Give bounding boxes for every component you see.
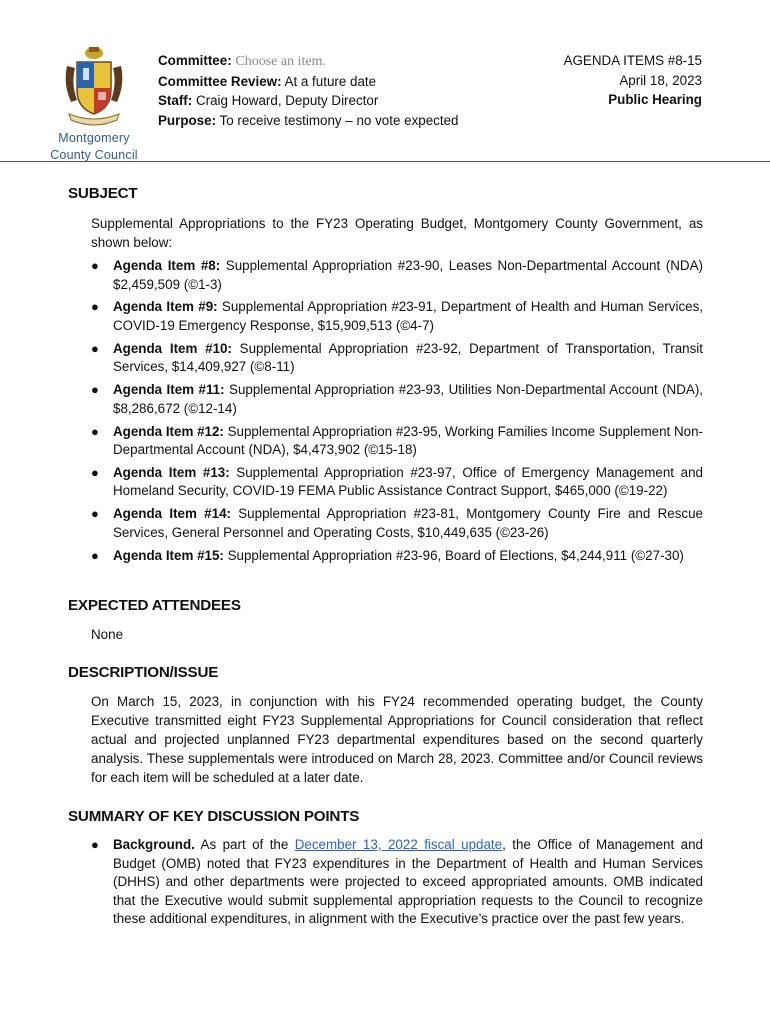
header-divider (0, 161, 770, 162)
bullet-icon: ● (91, 506, 99, 522)
agenda-item-list (91, 257, 703, 569)
item-text: Supplemental Appropriation #23-92, Department of Transportation, Transit Services, $14,409,927 (©8-11) (113, 340, 703, 375)
list-item (91, 340, 703, 377)
item-text: Supplemental Appropriation #23-93, Utilities Non-Departmental Account (NDA), $8,286,672 (©12-14) (113, 382, 704, 416)
list-item (91, 381, 703, 418)
item-label: Agenda Item #14: (113, 506, 231, 522)
purpose-value: To receive testimony – no vote expected (219, 112, 459, 128)
meeting-date: April 18, 2023 (619, 72, 702, 88)
committee-line (158, 51, 458, 72)
committee-dropdown[interactable]: Choose an item. (235, 54, 326, 69)
item-text: Supplemental Appropriation #23-81, Montgomery County Fire and Rescue Services, General Personnel and Operating Costs, $10,449,635 (©23-26) (113, 506, 703, 540)
item-label: Agenda Item #12: (113, 423, 224, 439)
item-label: Agenda Item #15: (113, 547, 224, 563)
hearing-type: Public Hearing (608, 92, 702, 108)
bullet-icon: ● (91, 547, 99, 563)
description-text: On March 15, 2023, in conjunction with his FY24 recommended operating budget, the County Executive transmitted eight FY23 Supplemental Appropriations for Council consideration that reflect actual and projected unplanned FY23 departmental expenditures based on the second quarterly analysis. These supplementals were introduced on March 28, 2023. Committee and/or Council reviews for each item will be scheduled at a later date. (91, 694, 703, 785)
bullet-icon: ● (91, 382, 99, 398)
bullet-icon: ● (91, 423, 99, 439)
item-label: Agenda Item #10: (113, 340, 232, 356)
subject-intro: Supplemental Appropriations to the FY23 Operating Budget, Montgomery County Government, as shown below: (91, 216, 703, 250)
item-text: Supplemental Appropriation #23-95, Working Families Income Supplement Non-Departmental Account (NDA), $4,473,902 (©15-18) (113, 423, 703, 458)
item-label: Agenda Item #8: (113, 258, 221, 273)
subject-heading: SUBJECT (68, 185, 138, 202)
county-seal-icon (61, 44, 127, 128)
attendees-heading: EXPECTED ATTENDEES (68, 597, 241, 614)
item-text: Supplemental Appropriation #23-96, Board of Elections, $4,244,911 (©27-30) (223, 547, 684, 563)
list-item (91, 547, 703, 566)
background-label: Background. (113, 837, 195, 852)
item-label: Agenda Item #9: (113, 299, 218, 315)
fiscal-update-link[interactable]: December 13, 2022 fiscal update (294, 837, 503, 852)
purpose-line (158, 111, 458, 131)
bullet-icon: ● (91, 258, 99, 273)
bullet-icon: ● (91, 299, 99, 315)
background-text-pre: As part of the (194, 837, 295, 852)
committee-label: Committee: (158, 53, 232, 68)
committee-review-line (158, 72, 458, 92)
agenda-info (564, 51, 702, 110)
council-logo (44, 44, 144, 164)
staff-line (158, 91, 458, 111)
description-heading: DESCRIPTION/ISSUE (68, 664, 219, 681)
list-item (91, 298, 703, 335)
logo-text-line1: Montgomery (58, 131, 130, 145)
list-item (91, 464, 703, 501)
logo-text-line2: County Council (50, 148, 138, 162)
attendees-text: None (91, 627, 124, 642)
summary-list (91, 836, 703, 933)
bullet-icon: ● (91, 464, 99, 480)
bullet-icon: ● (91, 340, 99, 356)
list-item (91, 423, 703, 460)
list-item (91, 836, 703, 929)
committee-review-value: At a future date (284, 73, 377, 89)
summary-heading: SUMMARY OF KEY DISCUSSION POINTS (68, 808, 360, 825)
committee-review-label: Committee Review: (158, 73, 282, 89)
staff-label: Staff: (158, 93, 193, 109)
item-label: Agenda Item #11: (113, 382, 225, 398)
background-text-post: , the Office of Management and Budget (OMB) noted that FY23 expenditures in the Department of Health and Human Services (DHHS) and other departments were projected to exceed appropriated amounts. OMB indicated that the Executive would submit supplemental appropriation requests to the Council to recognize these additional expenditures, in alignment with the Executive’s practice over the past few years. (113, 837, 703, 927)
staff-value: Craig Howard, Deputy Director (195, 93, 379, 109)
list-item (91, 505, 703, 542)
item-label: Agenda Item #13: (113, 464, 230, 480)
item-text: Supplemental Appropriation #23-97, Office of Emergency Management and Homeland Security, COVID-19 FEMA Public Assistance Contract Support, $465,000 (©19-22) (113, 464, 703, 499)
agenda-items-label: AGENDA ITEMS #8-15 (563, 53, 702, 68)
purpose-label: Purpose: (158, 112, 217, 128)
bullet-icon: ● (91, 837, 99, 852)
item-text: Supplemental Appropriation #23-90, Leases Non-Departmental Account (NDA) $2,459,509 (©1-3) (113, 258, 703, 292)
memo-meta (158, 51, 458, 130)
list-item (91, 257, 703, 294)
item-text: Supplemental Appropriation #23-91, Department of Health and Human Services, COVID-19 Emergency Response, $15,909,513 (©4-7) (113, 299, 703, 333)
